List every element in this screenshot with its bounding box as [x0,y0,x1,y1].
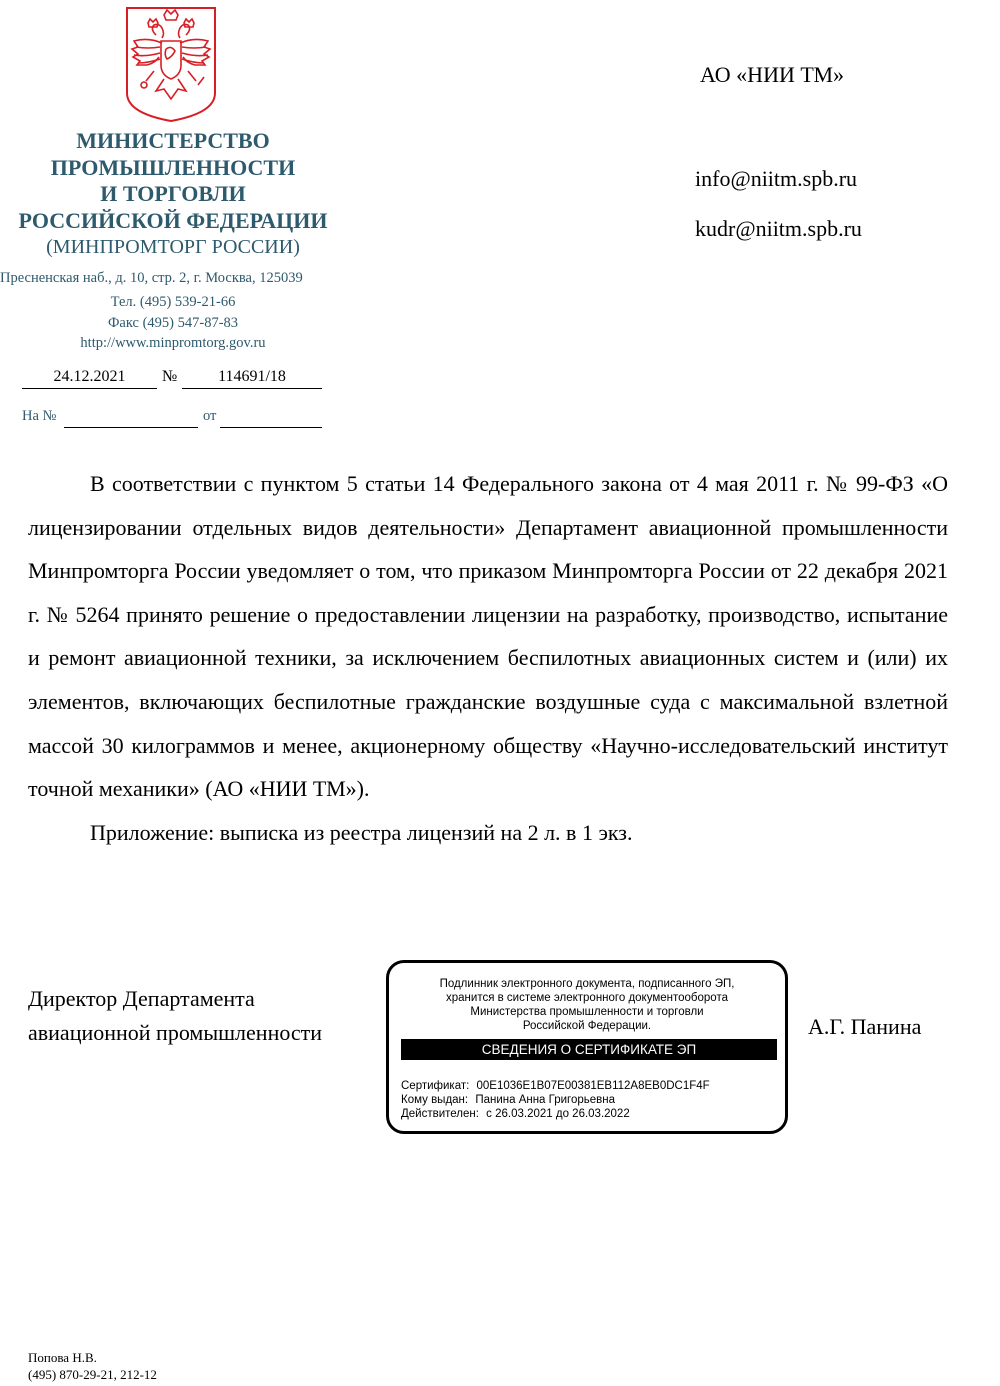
russian-coat-of-arms-icon [124,5,218,123]
signer-title [28,982,322,1050]
issued-to-label: Кому выдан: [401,1094,469,1106]
ministry-name-line: РОССИЙСКОЙ ФЕДЕРАЦИИ [18,207,328,233]
ministry-name-line: ПРОМЫШЛЕННОСТИ [50,154,296,180]
validity-row [401,1107,710,1121]
registration-number: 114691/18 [182,368,322,389]
stamp-notice-line: Подлинник электронного документа, подписанного ЭП, [439,978,735,990]
certificate-value: 00E1036E1B07E00381EB112A8EB0DC1F4F [476,1080,710,1092]
ministry-website: http://www.minpromtorg.gov.ru [80,335,266,351]
reference-number-label: На № [22,408,57,424]
ministry-fax: Факс (495) 547-87-83 [107,314,239,331]
ministry-name-line: И ТОРГОВЛИ [100,181,246,206]
ministry-name-line: МИНИСТЕРСТВО [76,128,270,153]
certificate-label: Сертификат: [401,1080,470,1092]
stamp-certificate-header: СВЕДЕНИЯ О СЕРТИФИКАТЕ ЭП [401,1039,777,1060]
ministry-phone: Тел. (495) 539-21-66 [110,294,236,310]
signer-title-line: Директор Департамента [28,986,255,1011]
body-paragraph: В соответствии с пунктом 5 статьи 14 Федерального закона от 4 мая 2011 г. № 99-ФЗ «О лицензировании отдельных видов деятельности» Департамент авиационной промышленности Минпромторга России уведомляет о том, что приказом Минпромторга России от 22 декабря 2021 г. № 5264 принято решение о предоставлении лицензии на разработку, производство, испытание и ремонт авиационной техники, за исключением беспилотных авиационных систем и (или) их элементов, включающих беспилотные гражданские воздушные суда с максимальной взлетной массой 30 килограммов и менее, акционерному обществу «Научно-исследовательский институт точной механики» (АО «НИИ ТМ»). [28,471,948,802]
stamp-notice [389,977,785,1033]
stamp-notice-line: Министерства промышленности и торговли [470,1006,704,1018]
attachment-note: Приложение: выписка из реестра лицензий на 2 л. в 1 экз. [90,819,633,845]
stamp-notice-line: хранится в системе электронного документооборота [446,992,728,1004]
issued-to-value: Панина Анна Григорьевна [475,1094,616,1106]
ministry-header [0,128,346,260]
ministry-address: Пресненская наб., д. 10, стр. 2, г. Москва, 125039 [0,270,303,286]
registration-number-label: № [162,368,178,385]
recipient-email: kudr@niitm.spb.ru [695,216,862,241]
validity-value: с 26.03.2021 до 26.03.2022 [486,1108,630,1120]
executor-phone: (495) 870-29-21, 212-12 [28,1367,157,1382]
validity-label: Действителен: [401,1108,479,1120]
signer-name: А.Г. Панина [808,1014,922,1039]
stamp-notice-line: Российской Федерации. [522,1020,652,1032]
reference-date [220,408,322,428]
stamp-certificate-details [401,1079,710,1121]
registration-date: 24.12.2021 [22,368,157,389]
letter-body [28,462,948,854]
executor-name: Попова Н.В. [28,1350,97,1365]
ministry-short-name: (МИНПРОМТОРГ РОССИИ) [46,236,300,258]
ministry-contacts [0,292,346,354]
certificate-row [401,1079,710,1093]
recipient-name: АО «НИИ ТМ» [700,62,845,87]
executor-info [28,1349,157,1383]
reference-date-label: от [203,408,217,424]
electronic-signature-stamp [386,960,788,1134]
signer-title-line: авиационной промышленности [28,1020,323,1045]
recipient-email: info@niitm.spb.ru [695,166,858,191]
issued-to-row [401,1093,710,1107]
reference-number [64,408,198,428]
